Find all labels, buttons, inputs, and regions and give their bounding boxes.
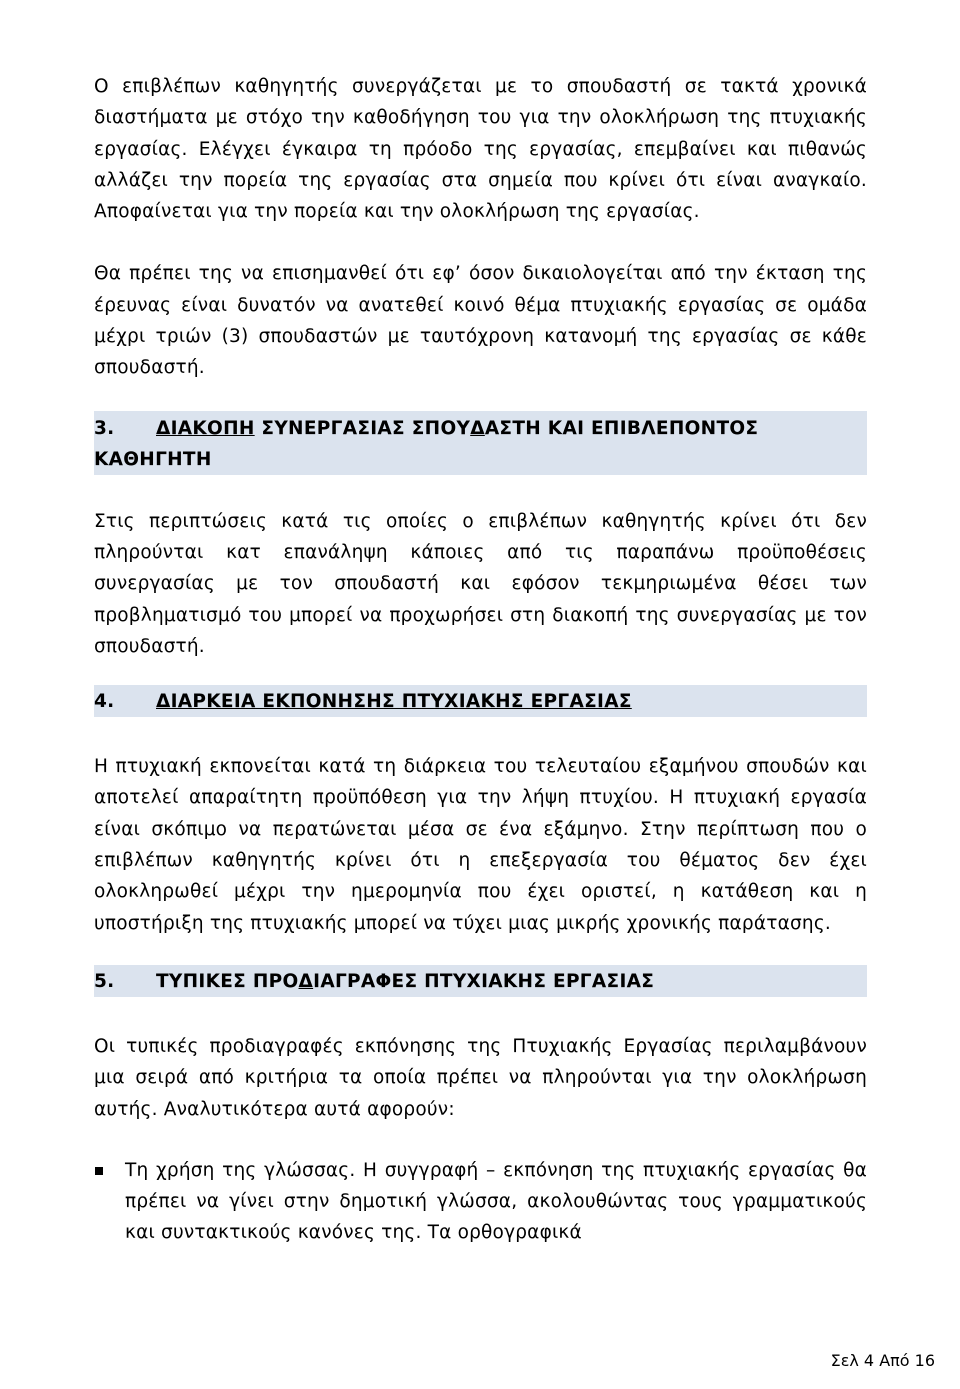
paragraph-group-assignment: Θα πρέπει της να επισημανθεί ότι εφ’ όσον δικαιολογείται από την έκταση της έρευνας είναι δυνατόν να ανατεθεί κοινό θέμα πτυχιακής εργασίας σε ομάδα μέχρι τριών (3) σπουδαστών με ταυτόχρονη κατανομή της εργασίας σε κάθε σπουδαστή. xyxy=(94,263,867,379)
paragraph-supervision: Ο επιβλέπων καθηγητής συνεργάζεται με το σπουδαστή σε τακτά χρονικά διαστήματα με στόχο την καθοδήγηση του για την ολοκλήρωση της πτυχιακής εργασίας. Ελέγχει έγκαιρα τη πρόοδο της εργασίας, επεμβαίνει και πιθανώς αλλάζει την πορεία της εργασίας στα σημεία που κρίνει ότι είναι αναγκαίο. Αποφαίνεται για την πορεία και την ολοκλήρωση της εργασίας. xyxy=(94,76,867,223)
list-item-text: Τη χρήση της γλώσσας. Η συγγραφή – εκπόνηση της πτυχιακής εργασίας θα πρέπει να γίνει στην δημοτική γλώσσα, ακολουθώντας τους γραμματικούς και συντακτικούς κανόνες της. Τα ορθογραφικά xyxy=(125,1159,867,1244)
section-heading-5 xyxy=(94,965,867,997)
section-heading-4 xyxy=(94,685,867,717)
section-heading-3 xyxy=(94,411,867,475)
section-title: ΔΙΑΡΚΕΙΑ ΕΚΠΟΝΗΣΗΣ ΠΤΥΧΙΑΚΗΣ ΕΡΓΑΣΙΑΣ xyxy=(156,691,632,713)
list-item xyxy=(94,1155,867,1249)
paragraph-termination: Στις περιπτώσεις κατά τις οποίες ο επιβλέπων καθηγητής κρίνει ότι δεν πληρούνται κατ επανάληψη κάποιες από τις παραπάνω προϋποθέσεις συνεργασίας με τον σπουδαστή και εφόσον τεκμηριωμένα θέσει των προβληματισμό του μπορεί να προχωρήσει στη διακοπή της συνεργασίας με τον σπουδαστή. xyxy=(94,510,867,657)
section-number: 3. xyxy=(94,417,115,439)
section-title: ΔΙΑΚΟΠΗ ΣΥΝΕΡΓΑΣΙΑΣ ΣΠΟΥΔΑΣΤΗ ΚΑΙ ΕΠΙΒΛΕΠΟΝΤΟΣ ΚΑΘΗΓΗΤΗ xyxy=(94,417,759,470)
section-title: ΤΥΠΙΚΕΣ ΠΡΟΔΙΑΓΡΑΦΕΣ ΠΤΥΧΙΑΚΗΣ ΕΡΓΑΣΙΑΣ xyxy=(156,970,655,992)
square-bullet-icon xyxy=(95,1167,103,1175)
section-number: 5. xyxy=(94,970,115,992)
paragraph-specifications: Οι τυπικές προδιαγραφές εκπόνησης της Πτυχιακής Εργασίας περιλαμβάνουν μια σειρά από κριτήρια τα οποία πρέπει να πληρούνται για την ολοκλήρωση αυτής. Αναλυτικότερα αυτά αφορούν: xyxy=(94,1035,867,1120)
page-number: Σελ 4 Από 16 xyxy=(830,1351,935,1370)
paragraph-duration: Η πτυχιακή εκπονείται κατά τη διάρκεια του τελευταίου εξαμήνου σπουδών και αποτελεί απαραίτητη προϋπόθεση για την λήψη πτυχίου. Η πτυχιακή εργασία είναι σκόπιμο να περατώνεται μέσα σε ένα εξάμηνο. Στην περίπτωση που ο επιβλέπων καθηγητής κρίνει ότι η επεξεργασία του θέματος δεν έχει ολοκληρωθεί μέχρι την ημερομηνία που έχει οριστεί, η κατάθεση και η υποστήριξη της πτυχιακής μπορεί να τύχει μιας μικρής χρονικής παράτασης. xyxy=(94,756,867,934)
page-content xyxy=(94,71,867,1249)
section-number: 4. xyxy=(94,691,115,713)
